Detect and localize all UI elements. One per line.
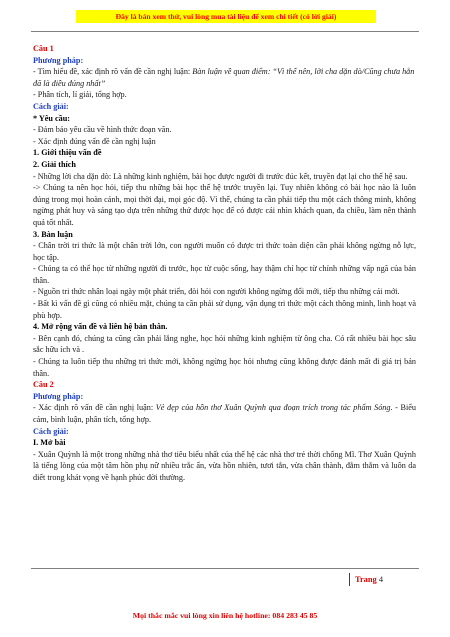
q1-method-heading: Phương pháp:	[33, 55, 84, 65]
page-number-label: Trang	[355, 575, 377, 584]
q2-solution-heading: Cách giải:	[33, 426, 69, 436]
q1-title: Câu 1	[33, 44, 54, 53]
q1-req-1: - Đảm bảo yêu cầu về hình thức đoạn văn.	[33, 125, 172, 135]
q2-method-topic: Vẻ đẹp của hồn thơ Xuân Quỳnh qua đoạn trích trong tác phẩm Sóng	[155, 403, 391, 413]
q1-section-3-para-3: - Nguồn tri thức nhân loại ngày một phát triển, đòi hỏi con người không ngừng đổi mới, tiếp thu những cái mới.	[33, 287, 400, 297]
q1-section-3-para-4: - Bất kì vấn đề gì cũng có nhiều mặt, chúng ta cần phải sử dụng, vận dụng tri thức một cách thông minh, linh hoạt và phù hợp.	[33, 299, 416, 320]
q1-method-1-prefix: - Tìm hiểu đề, xác định rõ vấn đề cần nghị luận:	[33, 67, 193, 77]
q1-requirements-heading: * Yêu cầu:	[33, 113, 70, 123]
document-body	[33, 43, 416, 484]
footer-divider	[31, 568, 419, 569]
q1-method-1	[33, 66, 416, 89]
q1-section-4-para-2: - Chúng ta luôn tiếp thu những tri thức mới, không ngừng học hỏi nhưng cũng không được đánh mất đi giá trị bản thân.	[33, 357, 416, 378]
q1-section-3-para-2: - Chúng ta có thể học từ những người đi trước, học từ cuộc sống, hay thậm chí học từ chính những vấp ngã của bản thân.	[33, 264, 416, 285]
preview-banner-text: Đây là bản xem thử, vui lòng mua tài liệu để xem chi tiết (có lời giải)	[115, 12, 337, 21]
q1-method-2: - Phân tích, lí giải, tổng hợp.	[33, 90, 127, 100]
q1-section-4-heading: 4. Mở rộng vấn đề và liên hệ bản thân.	[33, 322, 168, 332]
q2-title: Câu 2	[33, 380, 54, 390]
preview-banner	[76, 10, 376, 23]
q1-section-2-heading: 2. Giải thích	[33, 159, 76, 169]
q1-req-2: - Xác định đúng vấn đề cần nghị luận	[33, 136, 156, 146]
q2-method	[33, 402, 416, 425]
q1-section-4-para-1: - Bên cạnh đó, chúng ta cũng cần phải lắng nghe, học hỏi những kinh nghiệm từ ông cha. Có rất nhiều bài học sâu sắc hữu ích và .	[33, 333, 416, 355]
q2-section-1-heading: I. Mở bài	[33, 438, 66, 448]
q1-section-3-para-1: - Chân trời tri thức là một chân trời lớn, con người muốn có được tri thức toàn diện cần phải không ngừng nỗ lực, học tập.	[33, 241, 416, 262]
page-number-value: 4	[378, 575, 383, 584]
q1-section-2-para-1: - Những lời cha dặn dò: Là những kinh nghiệm, bài học được người đi trước đúc kết, truyền đạt lại cho thế hệ sau.	[33, 171, 408, 181]
q2-method-suffix: . - Biểu cảm, bình luận, phân tích, tổng hợp.	[33, 403, 416, 424]
q1-section-2-para-2: -> Chúng ta nên học hỏi, tiếp thu những bài học thế hệ trước truyền lại. Tuy nhiên không có bài học nào là luôn đúng trong mọi hoàn cảnh, mọi thời đại, mọi góc độ. Vì thế, chúng ta cần phải tiếp thu một cách thông minh, không ngừng phát huy và sáng tạo dựa trên những thứ được học để có được cái nhìn khách quan, đa chiều, làm nên thành quả tốt nhất.	[33, 183, 416, 227]
q2-method-prefix: - Xác định rõ vấn đề cần nghị luận:	[33, 403, 156, 413]
q1-method-1-topic: Bàn luận về quan điểm: “Vì thế nên, lời cha dặn dò/Cũng chưa hẳn đã là điều đúng nhất”	[33, 67, 415, 88]
q1-section-3-heading: 3. Bàn luận	[33, 229, 73, 239]
page-number	[349, 573, 383, 586]
q2-method-heading: Phương pháp:	[33, 391, 84, 401]
q1-section-1-heading: 1. Giới thiệu vấn đề	[33, 148, 102, 158]
q1-solution-heading: Cách giải:	[33, 101, 69, 111]
hotline-footer: Mọi thắc mắc vui lòng xin liên hệ hotline: 084 283 45 85	[132, 611, 318, 620]
header-divider	[31, 31, 419, 32]
q2-section-1-para-1: - Xuân Quỳnh là một trong những nhà thơ tiêu biểu nhất của thế hệ các nhà thơ trẻ thời chống Mĩ. Thơ Xuân Quỳnh là tiếng lòng của một tâm hồn phụ nữ nhiều trắc ẩn, vừa hồn nhiên, tươi tắn, vừa chân thành, đằm thắm và luôn da diết trong khát vọng về hạnh phúc đời thường.	[33, 449, 416, 482]
